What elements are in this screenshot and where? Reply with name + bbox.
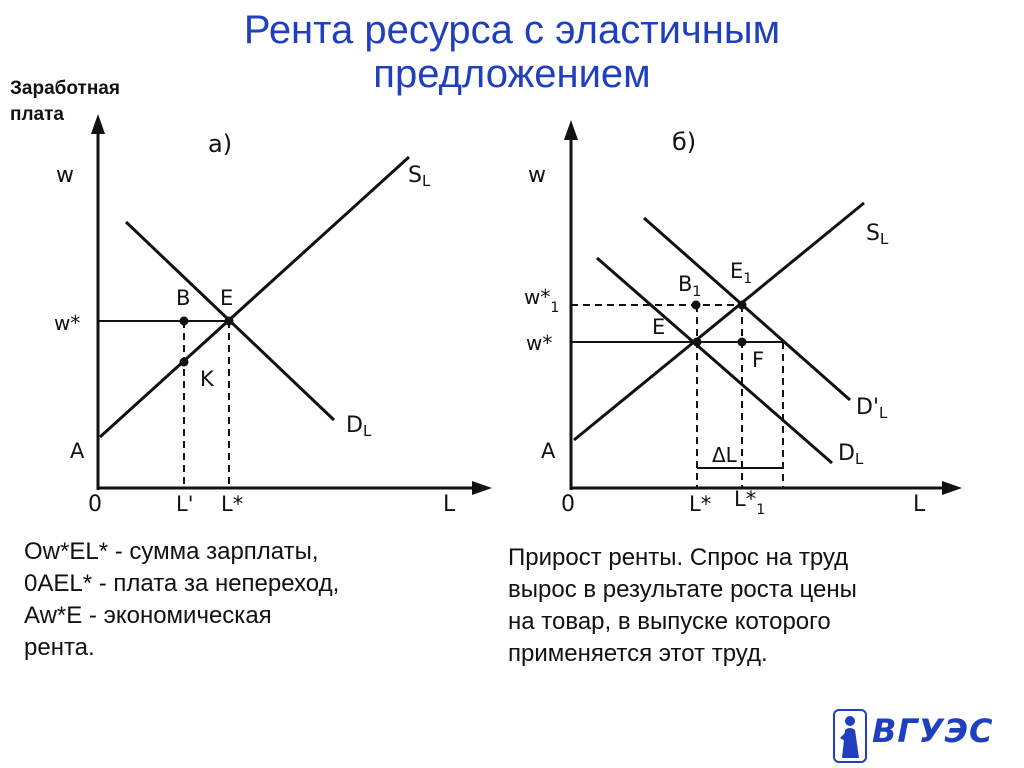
diagram-a-supply-subscript: L — [421, 172, 431, 190]
diagram-b-l-star1-text: L* — [734, 487, 757, 511]
diagram-b-delta-l-label: ΔL — [712, 443, 737, 467]
diagram-b-l-star1-subscript: 1 — [756, 502, 766, 518]
diagram-a-l-star-label: L* — [221, 492, 244, 516]
caption-left-line-3: Aw*E - экономическая — [24, 602, 272, 629]
diagram-b-point-e1-letter: E — [730, 259, 744, 283]
diagram-b-wage1-subscript: 1 — [550, 300, 560, 316]
caption-right-line-4: применяется этот труд. — [508, 640, 768, 667]
diagram-a-point-a-label: A — [70, 439, 85, 463]
caption-right-line-1: Прирост ренты. Спрос на труд — [508, 544, 849, 571]
diagram-b-point-f-dot — [738, 338, 747, 347]
diagram-b-y-axis-label: w — [528, 163, 546, 188]
logo-text: ВГУЭС — [872, 712, 994, 750]
diagram-a-demand-letter: D — [346, 413, 363, 438]
diagram-b-supply-label — [866, 221, 889, 248]
caption-left — [24, 536, 494, 664]
university-logo — [832, 708, 1012, 764]
diagram-b-demand-subscript: L — [854, 450, 864, 468]
diagram-a-origin-label: 0 — [88, 492, 102, 517]
diagram-b-point-e1-subscript: 1 — [743, 271, 753, 287]
diagram-b-point-b1-label — [678, 272, 701, 300]
caption-right-line-3: на товар, в выпуске которого — [508, 608, 831, 635]
y-axis-caption-line-2: плата — [10, 104, 64, 125]
diagram-b-supply-letter: S — [866, 221, 880, 246]
diagram-b-wage1-text: w* — [524, 285, 551, 309]
diagram-b-wage-label: w* — [526, 331, 553, 355]
diagram-a-y-axis-label: w — [56, 163, 74, 188]
diagram-b-wage1-label — [524, 285, 559, 316]
slide-title-line-2: предложением — [373, 52, 651, 96]
diagram-b-l-star-label: L* — [689, 492, 712, 516]
diagram-b-y-arrow — [564, 120, 578, 140]
diagram-a-demand-subscript: L — [362, 422, 372, 440]
slide-title-line-1: Рента ресурса с эластичным — [243, 8, 781, 52]
diagram-b-x-arrow — [942, 481, 962, 495]
diagram-b-demand2-letter: D' — [856, 395, 879, 420]
diagram-b-x-axis-label: L — [913, 492, 926, 517]
logo-emblem-icon — [832, 708, 868, 764]
diagram-b-point-e1-label — [730, 259, 752, 287]
diagram-a-supply-letter: S — [408, 163, 422, 188]
diagram-b-panel-label: б) — [672, 128, 697, 156]
diagram-b-point-a-label: A — [541, 439, 556, 463]
caption-right-line-2: вырос в результате роста цены — [508, 576, 857, 603]
diagram-a-wage-label: w* — [54, 311, 81, 335]
diagram-b-point-b1-dot — [692, 301, 701, 310]
diagram-b-point-f-label: F — [752, 348, 765, 372]
diagram-a-l-prime-label: L' — [176, 492, 194, 516]
caption-left-line-2: 0AEL* - плата за непереход, — [24, 570, 340, 597]
diagram-b-demand2-line — [644, 218, 850, 400]
diagram-b-point-e-dot — [693, 338, 702, 347]
diagram-b-supply-subscript: L — [879, 230, 889, 248]
caption-left-line-4: рента. — [24, 634, 95, 661]
diagram-a-x-axis-label: L — [443, 492, 456, 517]
caption-left-line-1: Оw*EL* - сумма зарплаты, — [24, 538, 319, 565]
diagram-b-demand-letter: D — [838, 441, 855, 466]
diagram-b-demand2-subscript: L — [879, 404, 888, 422]
diagram-b-point-e1-dot — [738, 301, 747, 310]
diagram-b-supply-line — [574, 203, 864, 440]
diagram-a-point-b-label: B — [176, 286, 191, 310]
diagram-a-point-k-label: K — [200, 367, 214, 391]
diagram-a-point-e-label: E — [220, 286, 234, 310]
diagram-a-panel-label: а) — [208, 130, 233, 158]
diagram-b-point-b1-letter: B — [678, 272, 693, 296]
diagram-b-origin-label: 0 — [561, 492, 575, 517]
caption-right — [508, 542, 1008, 670]
diagram-b-demand-line — [597, 258, 832, 463]
diagram-b-point-b1-subscript: 1 — [692, 284, 702, 300]
diagram-b-point-e-label: E — [652, 315, 666, 339]
diagram-b-l-star1-label — [734, 487, 765, 518]
y-axis-caption-line-1: Заработная — [10, 78, 120, 99]
diagram-b-demand-label — [838, 441, 864, 468]
diagram-b-demand2-label — [856, 395, 888, 422]
